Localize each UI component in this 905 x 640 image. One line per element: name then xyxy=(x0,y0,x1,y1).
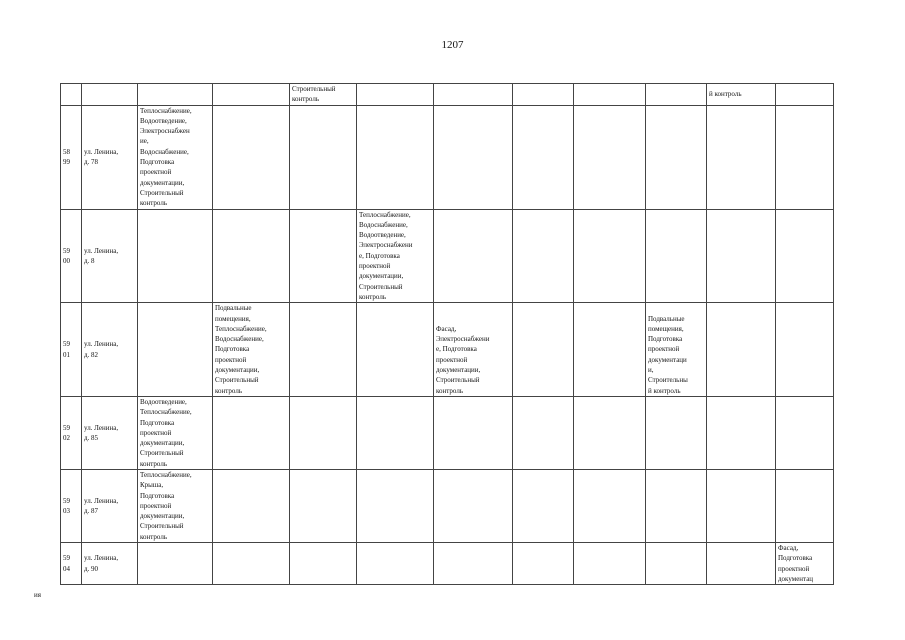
cell xyxy=(357,469,434,542)
cell xyxy=(357,105,434,209)
cell xyxy=(82,84,138,106)
cell xyxy=(574,105,646,209)
cell xyxy=(646,469,707,542)
cell xyxy=(434,105,513,209)
cell xyxy=(290,209,357,303)
cell-work-list: Теплоснабжение, Водоснабжение, Водоотведение, Электроснабжени е, Подготовка проектной документации, Строительный контроль xyxy=(357,209,434,303)
cell xyxy=(357,396,434,469)
cell xyxy=(707,303,776,397)
cell xyxy=(357,84,434,106)
cell xyxy=(290,543,357,585)
cell xyxy=(513,209,574,303)
cell xyxy=(707,469,776,542)
cell xyxy=(213,543,290,585)
table-row xyxy=(61,209,834,303)
cell xyxy=(213,105,290,209)
footer-note: ия xyxy=(34,591,41,599)
cell xyxy=(61,84,82,106)
table-row xyxy=(61,543,834,585)
cell xyxy=(290,469,357,542)
cell-work-list: Теплоснабжение, Крыша, Подготовка проектной документации, Строительный контроль xyxy=(138,469,213,542)
cell xyxy=(434,396,513,469)
cell xyxy=(776,469,834,542)
cell xyxy=(776,105,834,209)
row-number: 59 00 xyxy=(61,209,82,303)
cell xyxy=(707,396,776,469)
cell xyxy=(646,396,707,469)
cell xyxy=(138,543,213,585)
cell xyxy=(574,209,646,303)
repair-schedule-table xyxy=(60,83,834,585)
cell xyxy=(707,105,776,209)
row-address: ул. Ленина, д. 8 xyxy=(82,209,138,303)
row-address: ул. Ленина, д. 87 xyxy=(82,469,138,542)
row-number: 59 03 xyxy=(61,469,82,542)
cell xyxy=(707,209,776,303)
cell xyxy=(213,84,290,106)
cell xyxy=(574,543,646,585)
table-row xyxy=(61,469,834,542)
cell xyxy=(513,105,574,209)
cell xyxy=(213,209,290,303)
cell xyxy=(434,209,513,303)
cell xyxy=(574,84,646,106)
table-row-continued xyxy=(61,84,834,106)
cell-work-list: Фасад, Подготовка проектной документац xyxy=(776,543,834,585)
table-row xyxy=(61,105,834,209)
cell-work-list: Водоотведение, Теплоснабжение, Подготовка проектной документации, Строительный контроль xyxy=(138,396,213,469)
cell xyxy=(574,396,646,469)
cell xyxy=(290,303,357,397)
cell xyxy=(434,543,513,585)
cell xyxy=(357,543,434,585)
cell-work-list: Фасад, Электроснабжени е, Подготовка проектной документации, Строительный контроль xyxy=(434,303,513,397)
cell xyxy=(707,543,776,585)
cell-work-list: й контроль xyxy=(707,84,776,106)
cell xyxy=(776,303,834,397)
cell xyxy=(574,469,646,542)
cell xyxy=(776,84,834,106)
row-number: 59 02 xyxy=(61,396,82,469)
cell xyxy=(776,396,834,469)
cell xyxy=(434,469,513,542)
cell xyxy=(513,543,574,585)
row-address: ул. Ленина, д. 85 xyxy=(82,396,138,469)
cell xyxy=(646,84,707,106)
cell xyxy=(646,209,707,303)
cell xyxy=(434,84,513,106)
row-address: ул. Ленина, д. 78 xyxy=(82,105,138,209)
cell xyxy=(138,303,213,397)
cell xyxy=(574,303,646,397)
cell xyxy=(513,396,574,469)
page-number: 1207 xyxy=(441,39,464,51)
cell xyxy=(513,469,574,542)
cell xyxy=(646,543,707,585)
row-address: ул. Ленина, д. 82 xyxy=(82,303,138,397)
row-number: 59 01 xyxy=(61,303,82,397)
row-address: ул. Ленина, д. 90 xyxy=(82,543,138,585)
cell xyxy=(290,105,357,209)
cell xyxy=(213,469,290,542)
cell xyxy=(776,209,834,303)
row-number: 59 04 xyxy=(61,543,82,585)
cell xyxy=(138,84,213,106)
table-row xyxy=(61,396,834,469)
cell-work-list: Строительный контроль xyxy=(290,84,357,106)
cell xyxy=(513,303,574,397)
cell xyxy=(290,396,357,469)
cell-work-list: Теплоснабжение, Водоотведение, Электроснабжен ие, Водоснабжение, Подготовка проектной документации, Строительный контроль xyxy=(138,105,213,209)
cell xyxy=(646,105,707,209)
cell-work-list: Подвальные помещения, Теплоснабжение, Водоснабжение, Подготовка проектной документации, Строительный контроль xyxy=(213,303,290,397)
cell xyxy=(138,209,213,303)
cell xyxy=(213,396,290,469)
cell xyxy=(513,84,574,106)
table-row xyxy=(61,303,834,397)
cell-work-list: Подвальные помещения, Подготовка проектной документаци и, Строительны й контроль xyxy=(646,303,707,397)
row-number: 58 99 xyxy=(61,105,82,209)
cell xyxy=(357,303,434,397)
